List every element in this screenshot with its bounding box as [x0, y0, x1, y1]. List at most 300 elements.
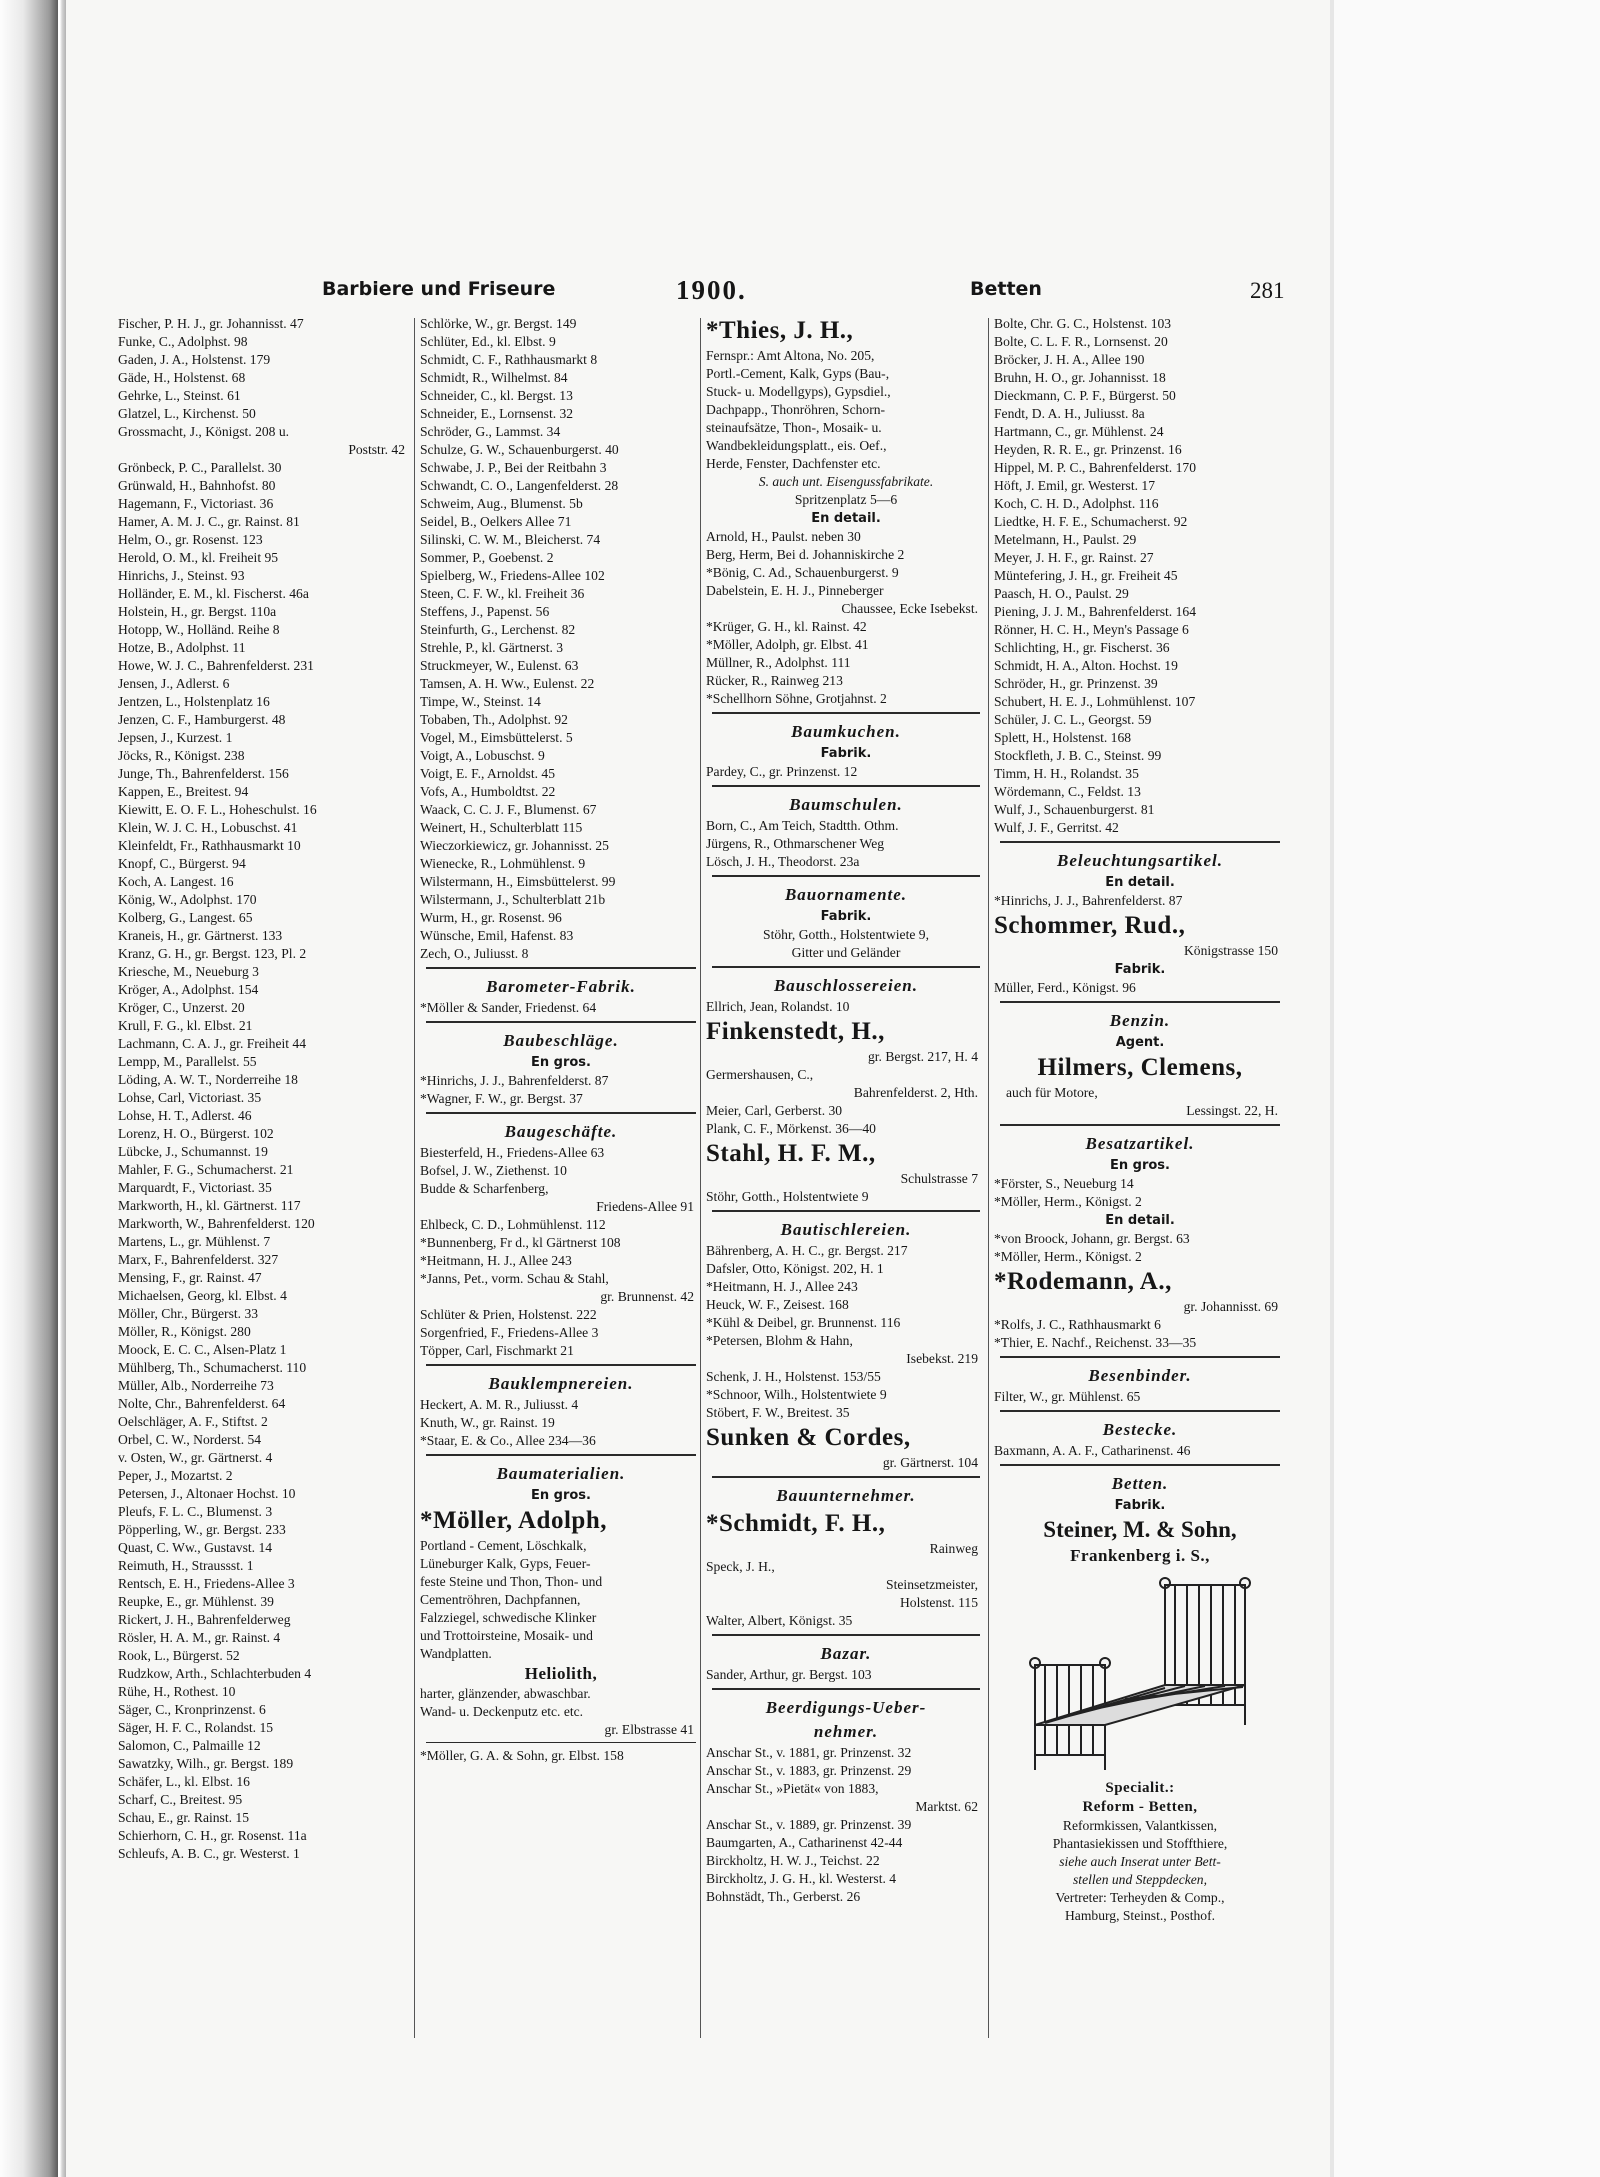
- entry-list-bauklempnereien: [420, 1396, 702, 1450]
- list-item: *Wagner, F. W., gr. Bergst. 37: [420, 1091, 583, 1106]
- list-item: Weinert, H., Schulterblatt 115: [420, 820, 583, 835]
- list-item: *Petersen, Blohm & Hahn,: [706, 1333, 853, 1348]
- list-item: Baxmann, A. A. F., Catharinenst. 46: [994, 1443, 1191, 1458]
- list-item: Rühe, H., Rothest. 10: [118, 1684, 236, 1699]
- list-item: feste Steine und Thon, Thon- und: [420, 1574, 603, 1589]
- list-item: Wulf, J. F., Gerritst. 42: [994, 820, 1119, 835]
- advert-text-thies: [706, 347, 986, 473]
- section-rule: [426, 1742, 696, 1743]
- list-item: Scharf, C., Breitest. 95: [118, 1792, 243, 1807]
- list-item: Dachpapp., Thonröhren, Schorn-: [706, 402, 886, 417]
- list-item: Löding, A. W. T., Norderreihe 18: [118, 1072, 298, 1087]
- list-item: Cementröhren, Dachpfannen,: [420, 1592, 581, 1607]
- section-rule: [712, 1476, 980, 1478]
- subheading-fabrik: Fabrik.: [820, 909, 872, 924]
- list-item: Möller, R., Königst. 280: [118, 1324, 251, 1339]
- list-item: *Heitmann, H. J., Allee 243: [420, 1253, 572, 1268]
- section-heading-bauschlossereien: Bauschlossereien.: [773, 976, 919, 995]
- list-item: Schlüter, Ed., kl. Elbst. 9: [420, 334, 556, 349]
- list-item: Peper, J., Mozartst. 2: [118, 1468, 233, 1483]
- advert-name-rodemann: *Rodemann, A.,: [994, 1268, 1172, 1295]
- advert-name-hilmers: Hilmers, Clemens,: [1037, 1054, 1243, 1081]
- list-item: Biesterfeld, H., Friedens-Allee 63: [420, 1145, 605, 1160]
- advert-address-thies: Spritzenplatz 5—6: [794, 492, 898, 507]
- list-item: Markworth, W., Bahrenfelderst. 120: [118, 1216, 315, 1231]
- section-heading-bestecke: Bestecke.: [1102, 1420, 1178, 1439]
- special-subheading: Reform - Betten,: [1082, 1799, 1198, 1815]
- list-item: Jöcks, R., Königst. 238: [118, 748, 245, 763]
- section-heading-bauornamente: Bauornamente.: [784, 885, 908, 904]
- list-item: Reformkissen, Valantkissen,: [1062, 1818, 1218, 1833]
- list-item: Martens, L., gr. Mühlenst. 7: [118, 1234, 271, 1249]
- list-item: Hotopp, W., Holländ. Reihe 8: [118, 622, 280, 637]
- list-item: Piening, J. J. M., Bahrenfelderst. 164: [994, 604, 1196, 619]
- list-item: Mensing, F., gr. Rainst. 47: [118, 1270, 262, 1285]
- list-item: Lohse, Carl, Victoriast. 35: [118, 1090, 262, 1105]
- list-item: Zech, O., Juliusst. 8: [420, 946, 529, 961]
- section-rule: [712, 966, 980, 968]
- advert-note-thies: S. auch unt. Eisengussfabrikate.: [758, 474, 934, 489]
- section-rule: [712, 712, 980, 714]
- advert-name-finkenstedt: Finkenstedt, H.,: [706, 1018, 885, 1045]
- column-2: [420, 315, 702, 1765]
- entry-list-baumschulen: [706, 817, 986, 871]
- section-heading-benzin: Benzin.: [1109, 1011, 1171, 1030]
- entry-continuation: Isebekst. 219: [906, 1351, 978, 1366]
- list-item: *Möller, G. A. & Sohn, gr. Elbst. 158: [420, 1748, 624, 1763]
- section-heading-besenbinder: Besenbinder.: [1088, 1366, 1192, 1385]
- list-item: Oelschläger, A. F., Stiftst. 2: [118, 1414, 268, 1429]
- list-item: Jenzen, C. F., Hamburgerst. 48: [118, 712, 286, 727]
- section-heading-barometer: Barometer-Fabrik.: [486, 977, 636, 996]
- list-item: Reupke, E., gr. Mühlenst. 39: [118, 1594, 274, 1609]
- advert-address-schmidt: Rainweg: [929, 1541, 978, 1556]
- list-item: Marquardt, F., Victoriast. 35: [118, 1180, 272, 1195]
- list-item: Jepsen, J., Kurzest. 1: [118, 730, 233, 745]
- list-item: Schwandt, C. O., Langenfelderst. 28: [420, 478, 619, 493]
- list-item: Plank, C. F., Mörkenst. 36—40: [706, 1121, 876, 1136]
- list-item: Stöhr, Gotth., Holstentwiete 9: [706, 1189, 869, 1204]
- list-item: Kappen, E., Breitest. 94: [118, 784, 249, 799]
- list-item: Schierhorn, C. H., gr. Rosenst. 11a: [118, 1828, 307, 1843]
- advert-name-schmidt: *Schmidt, F. H.,: [706, 1510, 886, 1537]
- list-item: Hamburg, Steinst., Posthof.: [1064, 1908, 1216, 1923]
- list-item: Wand- u. Deckenputz etc. etc.: [420, 1704, 584, 1719]
- list-item: Timm, H. H., Rolandst. 35: [994, 766, 1139, 781]
- page-number: 281: [1250, 278, 1285, 303]
- list-item: Kriesche, M., Neueburg 3: [118, 964, 259, 979]
- list-item: Gehrke, L., Steinst. 61: [118, 388, 241, 403]
- list-item: Marx, F., Bahrenfelderst. 327: [118, 1252, 279, 1267]
- list-item: Müllner, R., Adolphst. 111: [706, 655, 851, 670]
- list-item: Heyden, R. R. E., gr. Prinzenst. 16: [994, 442, 1182, 457]
- list-item: Schüler, J. C. L., Georgst. 59: [994, 712, 1152, 727]
- list-item: Pardey, C., gr. Prinzenst. 12: [706, 764, 858, 779]
- advert-name-moeller: *Möller, Adolph,: [420, 1507, 607, 1534]
- list-item: Lösch, J. H., Theodorst. 23a: [706, 854, 860, 869]
- entry-continuation: Chaussee, Ecke Isebekst.: [841, 601, 978, 616]
- list-item: Birckholtz, J. G. H., kl. Westerst. 4: [706, 1871, 897, 1886]
- list-item: Voigt, E. F., Arnoldst. 45: [420, 766, 555, 781]
- list-item: Herde, Fenster, Dachfenster etc.: [706, 456, 881, 471]
- list-item: Falzziegel, schwedische Klinker: [420, 1610, 597, 1625]
- list-item: Phantasiekissen und Stoffthiere,: [1052, 1836, 1228, 1851]
- section-rule: [1000, 1410, 1280, 1412]
- list-item: Koch, A. Langest. 16: [118, 874, 234, 889]
- advert-address-rodemann: gr. Johannisst. 69: [1183, 1299, 1278, 1314]
- list-item: Baumgarten, A., Catharinenst 42-44: [706, 1835, 903, 1850]
- entry-list-besatz-detail: [994, 1230, 1286, 1266]
- list-item: Schwabe, J. P., Bei der Reitbahn 3: [420, 460, 607, 475]
- list-item: Wünsche, Emil, Hafenst. 83: [420, 928, 574, 943]
- section-heading-bazar: Bazar.: [820, 1644, 872, 1663]
- list-item: Kröger, C., Unzerst. 20: [118, 1000, 245, 1015]
- section-rule: [1000, 1464, 1280, 1466]
- subheading-fabrik: Fabrik.: [1114, 962, 1166, 977]
- subheading-en-gros: En gros.: [1110, 1158, 1170, 1173]
- list-item: Tamsen, A. H. Ww., Eulenst. 22: [420, 676, 595, 691]
- list-item: Portland - Cement, Löschkalk,: [420, 1538, 587, 1553]
- list-item: *Möller, Adolph, gr. Elbst. 41: [706, 637, 869, 652]
- subheading-en-detail: En detail.: [811, 511, 881, 526]
- section-rule: [712, 785, 980, 787]
- list-item: Walter, Albert, Königst. 35: [706, 1613, 853, 1628]
- list-item: Bröcker, J. H. A., Allee 190: [994, 352, 1145, 367]
- list-item: *Krüger, G. H., kl. Rainst. 42: [706, 619, 867, 634]
- list-item: Bährenberg, A. H. C., gr. Bergst. 217: [706, 1243, 908, 1258]
- list-item: Wandplatten.: [420, 1646, 492, 1661]
- list-item: Struckmeyer, W., Eulenst. 63: [420, 658, 579, 673]
- list-item: Krull, F. G., kl. Elbst. 21: [118, 1018, 253, 1033]
- list-item: Wulf, J., Schauenburgerst. 81: [994, 802, 1155, 817]
- section-heading-beleuchtung: Beleuchtungsartikel.: [1057, 851, 1223, 870]
- list-item: Lüneburger Kalk, Gyps, Feuer-: [420, 1556, 591, 1571]
- entry-list-baugeschaefte: [420, 1144, 702, 1360]
- list-item: Vertreter: Terheyden & Comp.,: [1055, 1890, 1225, 1905]
- special-end: [994, 1889, 1286, 1925]
- section-rule: [426, 1454, 696, 1456]
- list-item: Orbel, C. W., Norderst. 54: [118, 1432, 262, 1447]
- list-item: Müntefering, J. H., gr. Freiheit 45: [994, 568, 1178, 583]
- list-item: *Hinrichs, J. J., Bahrenfelderst. 87: [994, 893, 1183, 908]
- list-item: Knuth, W., gr. Rainst. 19: [420, 1415, 555, 1430]
- advert-address-sunken-cordes: gr. Gärtnerst. 104: [882, 1455, 978, 1470]
- list-item: Petersen, J., Altonaer Hochst. 10: [118, 1486, 296, 1501]
- section-rule: [712, 1210, 980, 1212]
- list-item: Speck, J. H.,: [706, 1559, 775, 1574]
- subheading-en-gros: En gros.: [531, 1055, 591, 1070]
- list-item: Sommer, P., Goebenst. 2: [420, 550, 554, 565]
- list-item: Schneider, E., Lornsenst. 32: [420, 406, 574, 421]
- entry-list-bauunternehmer: [706, 1558, 986, 1630]
- section-heading-beerdigung: Beerdigungs-Ueber-: [765, 1698, 927, 1717]
- entry-list-col2: [420, 315, 702, 963]
- list-item: Kranz, G. H., gr. Bergst. 123, Pl. 2: [118, 946, 307, 961]
- list-item: Grönbeck, P. C., Parallelst. 30: [118, 460, 282, 475]
- list-item: Stöbert, F. W., Breitest. 35: [706, 1405, 850, 1420]
- section-rule: [712, 875, 980, 877]
- list-item: Anschar St., v. 1881, gr. Prinzenst. 32: [706, 1745, 912, 1760]
- list-item: Schau, E., gr. Rainst. 15: [118, 1810, 250, 1825]
- list-item: *Heitmann, H. J., Allee 243: [706, 1279, 858, 1294]
- list-item: Kraneis, H., gr. Gärtnerst. 133: [118, 928, 283, 943]
- list-item: Paasch, H. O., Paulst. 29: [994, 586, 1129, 601]
- section-heading-beerdigung-cont: nehmer.: [813, 1722, 879, 1741]
- list-item: Wandbekleidungsplatt., eis. Oef.,: [706, 438, 887, 453]
- list-item: Portl.-Cement, Kalk, Gyps (Bau-,: [706, 366, 890, 381]
- advert-name-steiner: Steiner, M. & Sohn,: [1043, 1517, 1237, 1542]
- list-item: Hinrichs, J., Steinst. 93: [118, 568, 245, 583]
- list-item: *Schellhorn Söhne, Grotjahnst. 2: [706, 691, 887, 706]
- list-item: Germershausen, C.,: [706, 1067, 814, 1082]
- list-item: und Trottoirsteine, Mosaik- und: [420, 1628, 593, 1643]
- special-text: [994, 1817, 1286, 1853]
- list-item: Birckholtz, H. W. J., Teichst. 22: [706, 1853, 880, 1868]
- bed-illustration: [1015, 1575, 1265, 1775]
- header-right-title: Betten: [970, 278, 1042, 300]
- section-heading-baumschulen: Baumschulen.: [789, 795, 903, 814]
- list-item: Mühlberg, Th., Schumacherst. 110: [118, 1360, 307, 1375]
- list-item: Gäde, H., Holstenst. 68: [118, 370, 246, 385]
- list-item: *Hinrichs, J. J., Bahrenfelderst. 87: [420, 1073, 609, 1088]
- advert-name-schommer: Schommer, Rud.,: [994, 912, 1186, 939]
- list-item: Arnold, H., Paulst. neben 30: [706, 529, 861, 544]
- list-item: Meyer, J. H. F., gr. Rainst. 27: [994, 550, 1154, 565]
- list-item: Sawatzky, Wilh., gr. Bergst. 189: [118, 1756, 294, 1771]
- list-item: Lorenz, H. O., Bürgerst. 102: [118, 1126, 274, 1141]
- list-item: Schweim, Aug., Blumenst. 5b: [420, 496, 583, 511]
- list-item: Wienecke, R., Lohmühlenst. 9: [420, 856, 586, 871]
- list-item: Schröder, G., Lammst. 34: [420, 424, 561, 439]
- subheading-fabrik: Fabrik.: [1114, 1498, 1166, 1513]
- column-3: [706, 315, 986, 1906]
- list-item: Ellrich, Jean, Rolandst. 10: [706, 999, 850, 1014]
- list-item: Wilstermann, J., Schulterblatt 21b: [420, 892, 606, 907]
- list-item: Kolberg, G., Langest. 65: [118, 910, 253, 925]
- section-heading-baugeschaefte: Baugeschäfte.: [504, 1122, 618, 1141]
- advert-text-hilmers: auch für Motore,: [1006, 1085, 1098, 1100]
- list-item: Sander, Arthur, gr. Bergst. 103: [706, 1667, 872, 1682]
- list-item: Höft, J. Emil, gr. Westerst. 17: [994, 478, 1156, 493]
- advert-name-sunken-cordes: Sunken & Cordes,: [706, 1424, 911, 1451]
- list-item: Schmidt, H. A., Alton. Hochst. 19: [994, 658, 1178, 673]
- list-item: Bolte, Chr. G. C., Holstenst. 103: [994, 316, 1172, 331]
- list-item: gr. Elbstrasse 41: [604, 1722, 694, 1737]
- list-item: Schäfer, L., kl. Elbst. 16: [118, 1774, 250, 1789]
- list-item: Howe, W. J. C., Bahrenfelderst. 231: [118, 658, 314, 673]
- list-item: *Janns, Pet., vorm. Schau & Stahl,: [420, 1271, 609, 1286]
- list-item: Sorgenfried, F., Friedens-Allee 3: [420, 1325, 599, 1340]
- list-item: Funke, C., Adolphst. 98: [118, 334, 248, 349]
- section-rule: [712, 1634, 980, 1636]
- list-item: Herold, O. M., kl. Freiheit 95: [118, 550, 279, 565]
- list-item: Dieckmann, C. P. F., Bürgerst. 50: [994, 388, 1176, 403]
- entry-list-bautischlereien: [706, 1242, 986, 1422]
- list-item: Dafsler, Otto, Königst. 202, H. 1: [706, 1261, 884, 1276]
- section-heading-baumkuchen: Baumkuchen.: [791, 722, 901, 741]
- list-item: *Kühl & Deibel, gr. Brunnenst. 116: [706, 1315, 901, 1330]
- entry-list-en-detail: [706, 528, 986, 708]
- list-item: Liedtke, H. F. E., Schumacherst. 92: [994, 514, 1188, 529]
- list-item: *Möller, Herm., Königst. 2: [994, 1249, 1142, 1264]
- column-4: [994, 315, 1286, 1925]
- header-year: 1900.: [676, 275, 747, 305]
- list-item: *Förster, S., Neueburg 14: [994, 1176, 1134, 1191]
- column-1: [118, 315, 413, 1863]
- list-item: Schleufs, A. B. C., gr. Westerst. 1: [118, 1846, 300, 1861]
- advert-address-hilmers: Lessingst. 22, H.: [1186, 1103, 1278, 1118]
- advert-name-stahl: Stahl, H. F. M.,: [706, 1140, 876, 1167]
- subheading-en-detail: En detail.: [1105, 1213, 1175, 1228]
- list-item: Dabelstein, E. H. J., Pinneberger: [706, 583, 884, 598]
- section-rule: [1000, 841, 1280, 843]
- advert-city-steiner: Frankenberg i. S.,: [1070, 1546, 1210, 1565]
- entry-list-besatz-more: [994, 1316, 1286, 1352]
- list-item: Jentzen, L., Holstenplatz 16: [118, 694, 270, 709]
- list-item: Michaelsen, Georg, kl. Elbst. 4: [118, 1288, 287, 1303]
- list-item: Quast, C. Ww., Gustavst. 14: [118, 1540, 273, 1555]
- list-item: Rentsch, E. H., Friedens-Allee 3: [118, 1576, 295, 1591]
- list-item: Tobaben, Th., Adolphst. 92: [420, 712, 568, 727]
- list-item: Schröder, H., gr. Prinzenst. 39: [994, 676, 1158, 691]
- list-item: Hartmann, C., gr. Mühlenst. 24: [994, 424, 1164, 439]
- special-italic: [994, 1853, 1286, 1889]
- list-item: Rösler, H. A. M., gr. Rainst. 4: [118, 1630, 281, 1645]
- advert-address-stahl: Schulstrasse 7: [900, 1171, 978, 1186]
- list-item: Kleinfeldt, Fr., Rathhausmarkt 10: [118, 838, 301, 853]
- section-heading-baumaterialien: Baumaterialien.: [496, 1464, 626, 1483]
- entry-continuation: Holstenst. 115: [899, 1595, 978, 1610]
- list-item: Glatzel, L., Kirchenst. 50: [118, 406, 256, 421]
- list-item: Wördemann, C., Feldst. 13: [994, 784, 1141, 799]
- list-item: Meier, Carl, Gerberst. 30: [706, 1103, 843, 1118]
- list-item: Knopf, C., Bürgerst. 94: [118, 856, 246, 871]
- list-item: Born, C., Am Teich, Stadtth. Othm.: [706, 818, 899, 833]
- list-item: siehe auch Inserat unter Bett-: [1059, 1854, 1221, 1869]
- list-item: Holländer, E. M., kl. Fischerst. 46a: [118, 586, 309, 601]
- list-item: Gitter und Geländer: [791, 945, 901, 960]
- list-item: Wieczorkiewicz, gr. Johannisst. 25: [420, 838, 609, 853]
- list-item: Ehlbeck, C. D., Lohmühlenst. 112: [420, 1217, 606, 1232]
- list-item: stellen und Steppdecken,: [1073, 1872, 1207, 1887]
- section-rule: [426, 1021, 696, 1023]
- list-item: Grossmacht, J., Königst. 208 u.: [118, 424, 290, 439]
- list-item: *Möller & Sander, Friedenst. 64: [420, 1000, 597, 1015]
- list-item: Heckert, A. M. R., Juliusst. 4: [420, 1397, 579, 1412]
- list-item: Vogel, M., Eimsbüttelerst. 5: [420, 730, 573, 745]
- header-left-title: Barbiere und Friseure: [322, 278, 556, 300]
- subheading-en-detail: En detail.: [1105, 875, 1175, 890]
- section-heading-betten: Betten.: [1111, 1474, 1169, 1493]
- entry-continuation: Friedens-Allee 91: [596, 1199, 694, 1214]
- list-item: Schubert, H. E. J., Lohmühlenst. 107: [994, 694, 1196, 709]
- list-item: Heuck, W. F., Zeisest. 168: [706, 1297, 849, 1312]
- list-item: Budde & Scharfenberg,: [420, 1181, 549, 1196]
- advert-text-moeller: [420, 1537, 702, 1663]
- section-rule: [1000, 1001, 1280, 1003]
- list-item: *Rolfs, J. C., Rathhausmarkt 6: [994, 1317, 1161, 1332]
- list-item: Stuck- u. Modellgyps), Gypsdiel.,: [706, 384, 891, 399]
- list-item: Timpe, W., Steinst. 14: [420, 694, 541, 709]
- list-item: Rönner, H. C. H., Meyn's Passage 6: [994, 622, 1189, 637]
- entry-list-bauschlossereien: [706, 1066, 986, 1138]
- list-item: Koch, C. H. D., Adolphst. 116: [994, 496, 1159, 511]
- list-item: Lachmann, C. A. J., gr. Freiheit 44: [118, 1036, 307, 1051]
- list-item: Hippel, M. P. C., Bahrenfelderst. 170: [994, 460, 1196, 475]
- list-item: Jürgens, R., Othmarschener Weg: [706, 836, 885, 851]
- list-item: Pleufs, F. L. C., Blumenst. 3: [118, 1504, 273, 1519]
- list-item: *Thier, E. Nachf., Reichenst. 33—35: [994, 1335, 1197, 1350]
- list-item: Bohnstädt, Th., Gerberst. 26: [706, 1889, 861, 1904]
- section-rule: [1000, 1124, 1280, 1126]
- list-item: Rudzkow, Arth., Schlachterbuden 4: [118, 1666, 312, 1681]
- list-item: Waack, C. C. J. F., Blumenst. 67: [420, 802, 597, 817]
- entry-list-col4: [994, 315, 1286, 837]
- list-item: Pöpperling, W., gr. Bergst. 233: [118, 1522, 286, 1537]
- list-item: Schmidt, C. F., Rathhausmarkt 8: [420, 352, 598, 367]
- list-item: Bruhn, H. O., gr. Johannisst. 18: [994, 370, 1166, 385]
- list-item: Rook, L., Bürgerst. 52: [118, 1648, 240, 1663]
- list-item: Möller, Chr., Bürgerst. 33: [118, 1306, 259, 1321]
- list-item: Gaden, J. A., Holstenst. 179: [118, 352, 271, 367]
- list-item: Jensen, J., Adlerst. 6: [118, 676, 230, 691]
- entry-list-beerdigung: [706, 1744, 986, 1906]
- list-item: Anschar St., v. 1889, gr. Prinzenst. 39: [706, 1817, 912, 1832]
- section-heading-bauunternehmer: Bauunternehmer.: [776, 1486, 916, 1505]
- list-item: Stockfleth, J. B. C., Steinst. 99: [994, 748, 1162, 763]
- list-item: Berg, Herm, Bei d. Johanniskirche 2: [706, 547, 905, 562]
- advert-text-heliolith: [420, 1685, 702, 1739]
- section-rule: [712, 1688, 980, 1690]
- list-item: Rücker, R., Rainweg 213: [706, 673, 843, 688]
- list-item: harter, glänzender, abwaschbar.: [420, 1686, 591, 1701]
- list-item: *Staar, E. & Co., Allee 234—36: [420, 1433, 596, 1448]
- list-item: Hagemann, F., Victoriast. 36: [118, 496, 274, 511]
- list-item: Spielberg, W., Friedens-Allee 102: [420, 568, 605, 583]
- list-item: Strehle, P., kl. Gärtnerst. 3: [420, 640, 564, 655]
- list-item: Schlichting, H., gr. Fischerst. 36: [994, 640, 1170, 655]
- list-item: Stöhr, Gotth., Holstentwiete 9,: [763, 927, 929, 942]
- list-item: Säger, C., Kronprinzenst. 6: [118, 1702, 266, 1717]
- list-item: Fernspr.: Amt Altona, No. 205,: [706, 348, 875, 363]
- list-item: *Schnoor, Wilh., Holstentwiete 9: [706, 1387, 887, 1402]
- list-item: Kröger, A., Adolphst. 154: [118, 982, 259, 997]
- section-heading-bauklempnereien: Bauklempnereien.: [488, 1374, 634, 1393]
- list-item: *Bunnenberg, Fr d., kl Gärtnerst 108: [420, 1235, 621, 1250]
- list-item: Hotze, B., Adolphst. 11: [118, 640, 246, 655]
- list-item: Splett, H., Holstenst. 168: [994, 730, 1132, 745]
- list-item: Schenk, J. H., Holstenst. 153/55: [706, 1369, 881, 1384]
- entry-list-baubeschlaege: [420, 1072, 702, 1108]
- entry-continuation: gr. Brunnenst. 42: [600, 1289, 694, 1304]
- list-item: Müller, Alb., Norderreihe 73: [118, 1378, 274, 1393]
- list-item: Lempp, M., Parallelst. 55: [118, 1054, 257, 1069]
- list-item: Helm, O., gr. Rosenst. 123: [118, 532, 263, 547]
- list-item: König, W., Adolphst. 170: [118, 892, 257, 907]
- list-item: Fendt, D. A. H., Juliusst. 8a: [994, 406, 1145, 421]
- section-heading-baubeschlaege: Baubeschläge.: [503, 1031, 619, 1050]
- entry-continuation: Poststr. 42: [348, 442, 405, 457]
- list-item: Fischer, P. H. J., gr. Johannisst. 47: [118, 316, 304, 331]
- list-item: *von Broock, Johann, gr. Bergst. 63: [994, 1231, 1190, 1246]
- list-item: Hamer, A. M. J. C., gr. Rainst. 81: [118, 514, 300, 529]
- list-item: Schmidt, R., Wilhelmst. 84: [420, 370, 568, 385]
- list-item: Vofs, A., Humboldtst. 22: [420, 784, 556, 799]
- advert-heading-heliolith: Heliolith,: [524, 1664, 598, 1683]
- list-item: v. Osten, W., gr. Gärtnerst. 4: [118, 1450, 273, 1465]
- list-item: Schlüter & Prien, Holstenst. 222: [420, 1307, 597, 1322]
- section-rule: [1000, 1356, 1280, 1358]
